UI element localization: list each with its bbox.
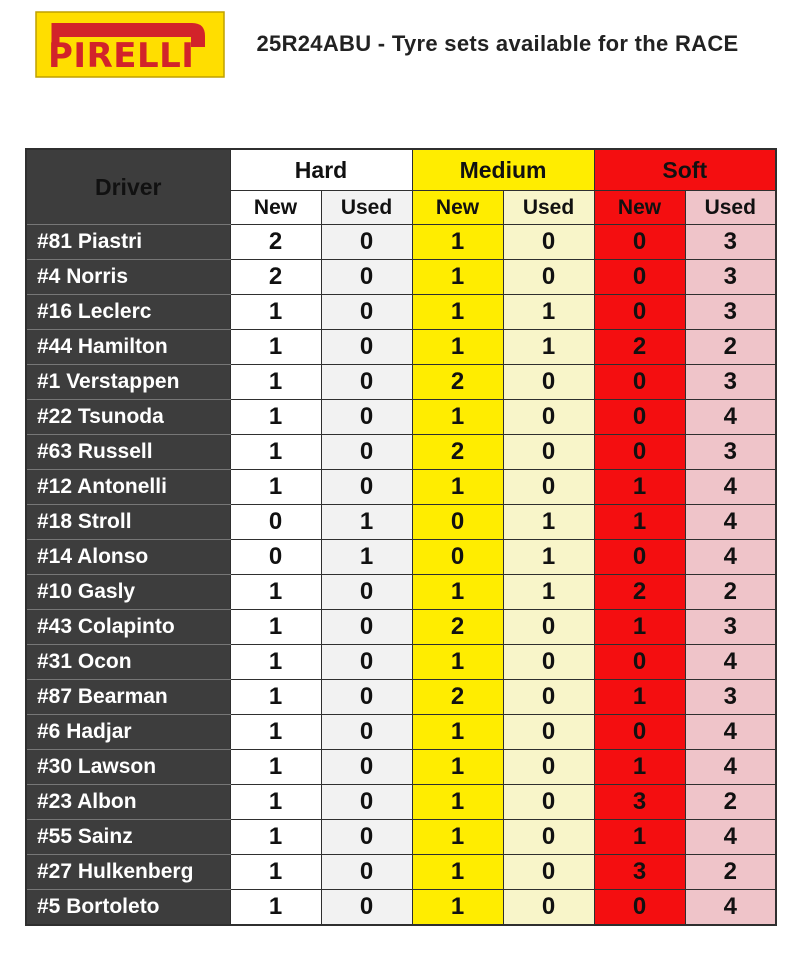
table-row [26, 540, 776, 575]
medium-new-value: 1 [412, 295, 503, 330]
table-row [26, 400, 776, 435]
soft-new-value: 0 [594, 225, 685, 260]
soft-used-value: 3 [685, 225, 776, 260]
medium-used-value: 0 [503, 470, 594, 505]
soft-new-value: 0 [594, 645, 685, 680]
table-row [26, 575, 776, 610]
hard-new-value: 1 [230, 750, 321, 785]
medium-new-value: 1 [412, 645, 503, 680]
driver-name: #1 Verstappen [26, 365, 230, 400]
soft-used-value: 2 [685, 855, 776, 890]
table-row [26, 680, 776, 715]
medium-used-value: 0 [503, 435, 594, 470]
hard-new-value: 1 [230, 575, 321, 610]
medium-new-value: 1 [412, 715, 503, 750]
medium-new-value: 1 [412, 785, 503, 820]
soft-used-value: 4 [685, 505, 776, 540]
hard-new-value: 2 [230, 260, 321, 295]
driver-name: #55 Sainz [26, 820, 230, 855]
medium-used-header: Used [503, 191, 594, 225]
hard-new-value: 1 [230, 470, 321, 505]
soft-used-value: 3 [685, 435, 776, 470]
medium-used-value: 0 [503, 890, 594, 925]
soft-new-value: 1 [594, 470, 685, 505]
hard-used-value: 0 [321, 330, 412, 365]
hard-new-value: 1 [230, 295, 321, 330]
soft-new-value: 3 [594, 855, 685, 890]
table-head [26, 149, 776, 225]
hard-used-value: 0 [321, 225, 412, 260]
hard-used-value: 0 [321, 855, 412, 890]
hard-used-value: 0 [321, 645, 412, 680]
soft-used-value: 2 [685, 575, 776, 610]
table-body [26, 225, 776, 925]
medium-used-value: 0 [503, 820, 594, 855]
hard-new-value: 1 [230, 330, 321, 365]
hard-new-value: 1 [230, 435, 321, 470]
hard-new-value: 1 [230, 855, 321, 890]
hard-used-value: 0 [321, 365, 412, 400]
hard-new-value: 1 [230, 645, 321, 680]
hard-new-value: 1 [230, 680, 321, 715]
soft-used-value: 4 [685, 400, 776, 435]
hard-used-value: 0 [321, 750, 412, 785]
driver-name: #14 Alonso [26, 540, 230, 575]
medium-used-value: 1 [503, 505, 594, 540]
table-row [26, 225, 776, 260]
hard-used-value: 0 [321, 295, 412, 330]
medium-new-value: 1 [412, 470, 503, 505]
soft-used-value: 4 [685, 470, 776, 505]
hard-new-value: 1 [230, 715, 321, 750]
driver-name: #4 Norris [26, 260, 230, 295]
table-row [26, 295, 776, 330]
medium-used-value: 0 [503, 855, 594, 890]
medium-used-value: 0 [503, 680, 594, 715]
medium-new-value: 1 [412, 330, 503, 365]
hard-used-value: 0 [321, 575, 412, 610]
medium-new-value: 2 [412, 680, 503, 715]
medium-new-value: 0 [412, 505, 503, 540]
hard-used-value: 0 [321, 435, 412, 470]
driver-name: #16 Leclerc [26, 295, 230, 330]
soft-new-value: 1 [594, 505, 685, 540]
driver-name: #30 Lawson [26, 750, 230, 785]
soft-new-header: New [594, 191, 685, 225]
driver-name: #27 Hulkenberg [26, 855, 230, 890]
medium-used-value: 0 [503, 260, 594, 295]
soft-new-value: 0 [594, 435, 685, 470]
soft-used-header: Used [685, 191, 776, 225]
soft-used-value: 3 [685, 610, 776, 645]
hard-new-value: 2 [230, 225, 321, 260]
hard-new-header: New [230, 191, 321, 225]
table-row [26, 505, 776, 540]
header [35, 8, 770, 80]
hard-used-value: 0 [321, 680, 412, 715]
medium-used-value: 0 [503, 715, 594, 750]
soft-used-value: 3 [685, 295, 776, 330]
soft-new-value: 0 [594, 715, 685, 750]
soft-new-value: 0 [594, 365, 685, 400]
hard-new-value: 0 [230, 505, 321, 540]
driver-name: #81 Piastri [26, 225, 230, 260]
medium-new-value: 1 [412, 260, 503, 295]
driver-name: #18 Stroll [26, 505, 230, 540]
soft-used-value: 4 [685, 820, 776, 855]
table-row [26, 820, 776, 855]
table-row [26, 260, 776, 295]
medium-used-value: 0 [503, 645, 594, 680]
medium-new-value: 1 [412, 855, 503, 890]
soft-used-value: 4 [685, 645, 776, 680]
driver-name: #10 Gasly [26, 575, 230, 610]
medium-used-value: 0 [503, 610, 594, 645]
medium-used-value: 0 [503, 365, 594, 400]
hard-used-value: 1 [321, 505, 412, 540]
soft-new-value: 0 [594, 400, 685, 435]
hard-new-value: 1 [230, 785, 321, 820]
medium-used-value: 1 [503, 330, 594, 365]
driver-name: #87 Bearman [26, 680, 230, 715]
hard-new-value: 1 [230, 365, 321, 400]
hard-used-value: 0 [321, 610, 412, 645]
soft-new-value: 0 [594, 890, 685, 925]
hard-used-value: 0 [321, 715, 412, 750]
hard-new-value: 1 [230, 890, 321, 925]
driver-name: #43 Colapinto [26, 610, 230, 645]
tyre-sets-table [25, 148, 777, 926]
soft-used-value: 3 [685, 680, 776, 715]
hard-new-value: 1 [230, 400, 321, 435]
medium-new-value: 1 [412, 820, 503, 855]
medium-group-header: Medium [412, 149, 594, 191]
soft-new-value: 1 [594, 680, 685, 715]
soft-group-header: Soft [594, 149, 776, 191]
driver-name: #6 Hadjar [26, 715, 230, 750]
driver-name: #22 Tsunoda [26, 400, 230, 435]
driver-name: #44 Hamilton [26, 330, 230, 365]
medium-new-value: 2 [412, 435, 503, 470]
hard-new-value: 0 [230, 540, 321, 575]
soft-new-value: 0 [594, 540, 685, 575]
soft-new-value: 2 [594, 575, 685, 610]
hard-new-value: 1 [230, 610, 321, 645]
hard-group-header: Hard [230, 149, 412, 191]
table-row [26, 470, 776, 505]
table-row [26, 785, 776, 820]
medium-new-value: 1 [412, 400, 503, 435]
medium-new-value: 2 [412, 610, 503, 645]
soft-new-value: 1 [594, 820, 685, 855]
table-row [26, 330, 776, 365]
hard-used-value: 0 [321, 785, 412, 820]
compound-header-row [26, 149, 776, 191]
medium-used-value: 0 [503, 785, 594, 820]
driver-name: #5 Bortoleto [26, 890, 230, 925]
medium-new-value: 1 [412, 575, 503, 610]
soft-new-value: 0 [594, 260, 685, 295]
hard-new-value: 1 [230, 820, 321, 855]
hard-used-value: 0 [321, 260, 412, 295]
medium-new-value: 1 [412, 750, 503, 785]
table-row [26, 750, 776, 785]
soft-new-value: 1 [594, 750, 685, 785]
medium-used-value: 0 [503, 400, 594, 435]
hard-used-header: Used [321, 191, 412, 225]
hard-used-value: 0 [321, 820, 412, 855]
table-row [26, 435, 776, 470]
table-row [26, 715, 776, 750]
medium-new-header: New [412, 191, 503, 225]
medium-new-value: 2 [412, 365, 503, 400]
table-row [26, 855, 776, 890]
driver-column-header: Driver [26, 149, 230, 225]
driver-name: #23 Albon [26, 785, 230, 820]
soft-used-value: 4 [685, 540, 776, 575]
soft-new-value: 1 [594, 610, 685, 645]
soft-used-value: 3 [685, 260, 776, 295]
soft-used-value: 4 [685, 890, 776, 925]
soft-used-value: 4 [685, 750, 776, 785]
hard-used-value: 1 [321, 540, 412, 575]
medium-used-value: 1 [503, 540, 594, 575]
page-title: 25R24ABU - Tyre sets available for the RACE [256, 31, 739, 56]
medium-used-value: 1 [503, 295, 594, 330]
soft-new-value: 3 [594, 785, 685, 820]
pirelli-logo [35, 11, 225, 78]
hard-used-value: 0 [321, 890, 412, 925]
medium-used-value: 0 [503, 750, 594, 785]
table-row [26, 645, 776, 680]
medium-new-value: 0 [412, 540, 503, 575]
driver-name: #31 Ocon [26, 645, 230, 680]
medium-new-value: 1 [412, 890, 503, 925]
table-row [26, 365, 776, 400]
soft-used-value: 2 [685, 330, 776, 365]
soft-used-value: 2 [685, 785, 776, 820]
medium-used-value: 1 [503, 575, 594, 610]
table-row [26, 890, 776, 925]
soft-new-value: 0 [594, 295, 685, 330]
driver-name: #63 Russell [26, 435, 230, 470]
soft-used-value: 4 [685, 715, 776, 750]
medium-used-value: 0 [503, 225, 594, 260]
table-row [26, 610, 776, 645]
logo-text: PIRELLI [48, 35, 195, 76]
soft-used-value: 3 [685, 365, 776, 400]
soft-new-value: 2 [594, 330, 685, 365]
hard-used-value: 0 [321, 470, 412, 505]
driver-name: #12 Antonelli [26, 470, 230, 505]
medium-new-value: 1 [412, 225, 503, 260]
hard-used-value: 0 [321, 400, 412, 435]
